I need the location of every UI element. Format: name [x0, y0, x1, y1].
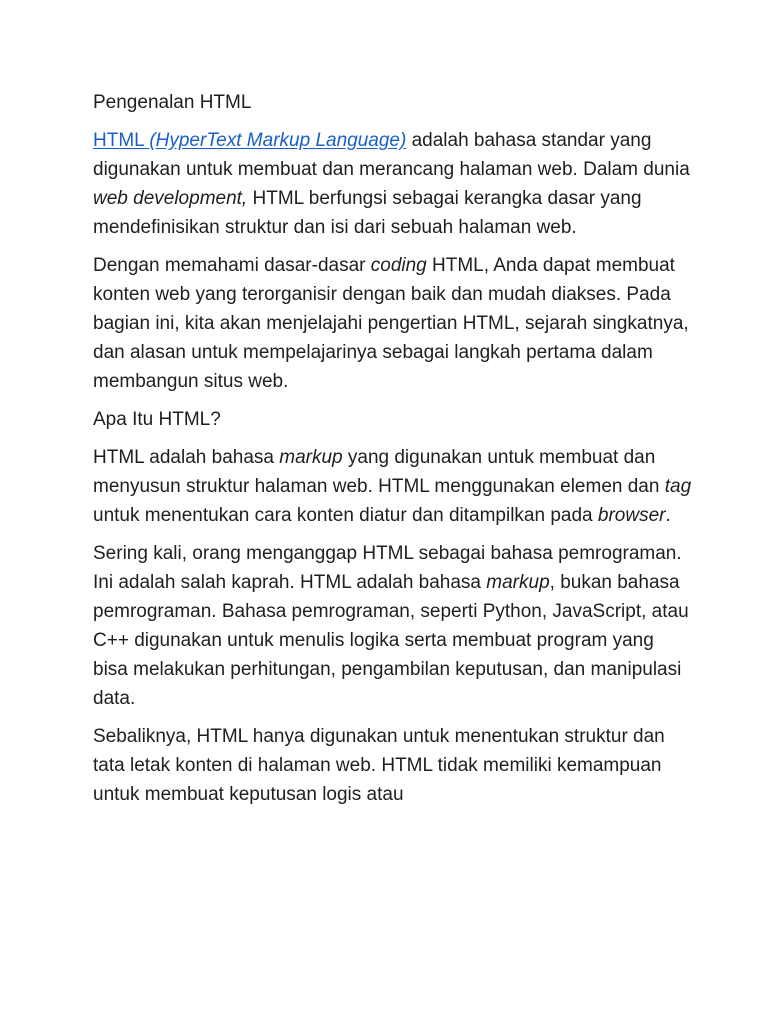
p2-text-2: HTML, Anda dapat membuat konten web yang terorganisir dengan baik dan mudah diakses. Pada bagian ini, kita akan menjelajahi pengertian HTML, sejarah singkatnya, dan alasan untuk mempelajarinya sebagai langkah pertama dalam membangun situs web. [93, 255, 689, 392]
section-heading: Apa Itu HTML? [93, 409, 221, 430]
p3-text-2: yang digunakan untuk membuat dan menyusun struktur halaman web. HTML menggunakan elemen dan [93, 447, 665, 497]
p3-emphasis-1: markup [279, 447, 343, 468]
paragraph-5 [93, 722, 693, 809]
p2-text-1: Dengan memahami dasar-dasar [93, 255, 371, 276]
document-title: Pengenalan HTML [93, 92, 252, 113]
intro-text-1: adalah bahasa standar yang digunakan untuk membuat dan merancang halaman web. Dalam dunia [93, 130, 690, 180]
html-link[interactable] [93, 130, 406, 151]
p3-text-3: untuk menentukan cara konten diatur dan ditampilkan pada [93, 505, 598, 526]
paragraph-3 [93, 443, 693, 530]
p3-text-1: HTML adalah bahasa [93, 447, 280, 468]
intro-emphasis-1: web development, [93, 188, 248, 209]
p2-emphasis-1: coding [370, 255, 427, 276]
p4-text-1: Sering kali, orang menganggap HTML sebagai bahasa pemrograman. Ini adalah salah kaprah. HTML adalah bahasa [93, 543, 682, 593]
html-link-expansion: (HyperText Markup Language) [149, 130, 407, 151]
paragraph-2 [93, 251, 693, 396]
p3-emphasis-3: browser [597, 505, 666, 526]
intro-paragraph [93, 126, 693, 242]
p3-emphasis-2: tag [664, 476, 692, 497]
intro-text-2: HTML berfungsi sebagai kerangka dasar yang mendefinisikan struktur dan isi dari sebuah halaman web. [93, 188, 642, 238]
p4-text-2: , bukan bahasa pemrograman. Bahasa pemrograman, seperti Python, JavaScript, atau C++ digunakan untuk menulis logika serta membuat program yang bisa melakukan perhitungan, pengambilan keputusan, dan manipulasi data. [93, 572, 689, 709]
p3-text-4: . [665, 505, 671, 526]
document-page [93, 88, 693, 818]
paragraph-4 [93, 539, 693, 713]
p4-emphasis-1: markup [486, 572, 550, 593]
p5-text-1: Sebaliknya, HTML hanya digunakan untuk menentukan struktur dan tata letak konten di halaman web. HTML tidak memiliki kemampuan untuk membuat keputusan logis atau [93, 726, 665, 805]
html-link-text: HTML [93, 130, 145, 151]
